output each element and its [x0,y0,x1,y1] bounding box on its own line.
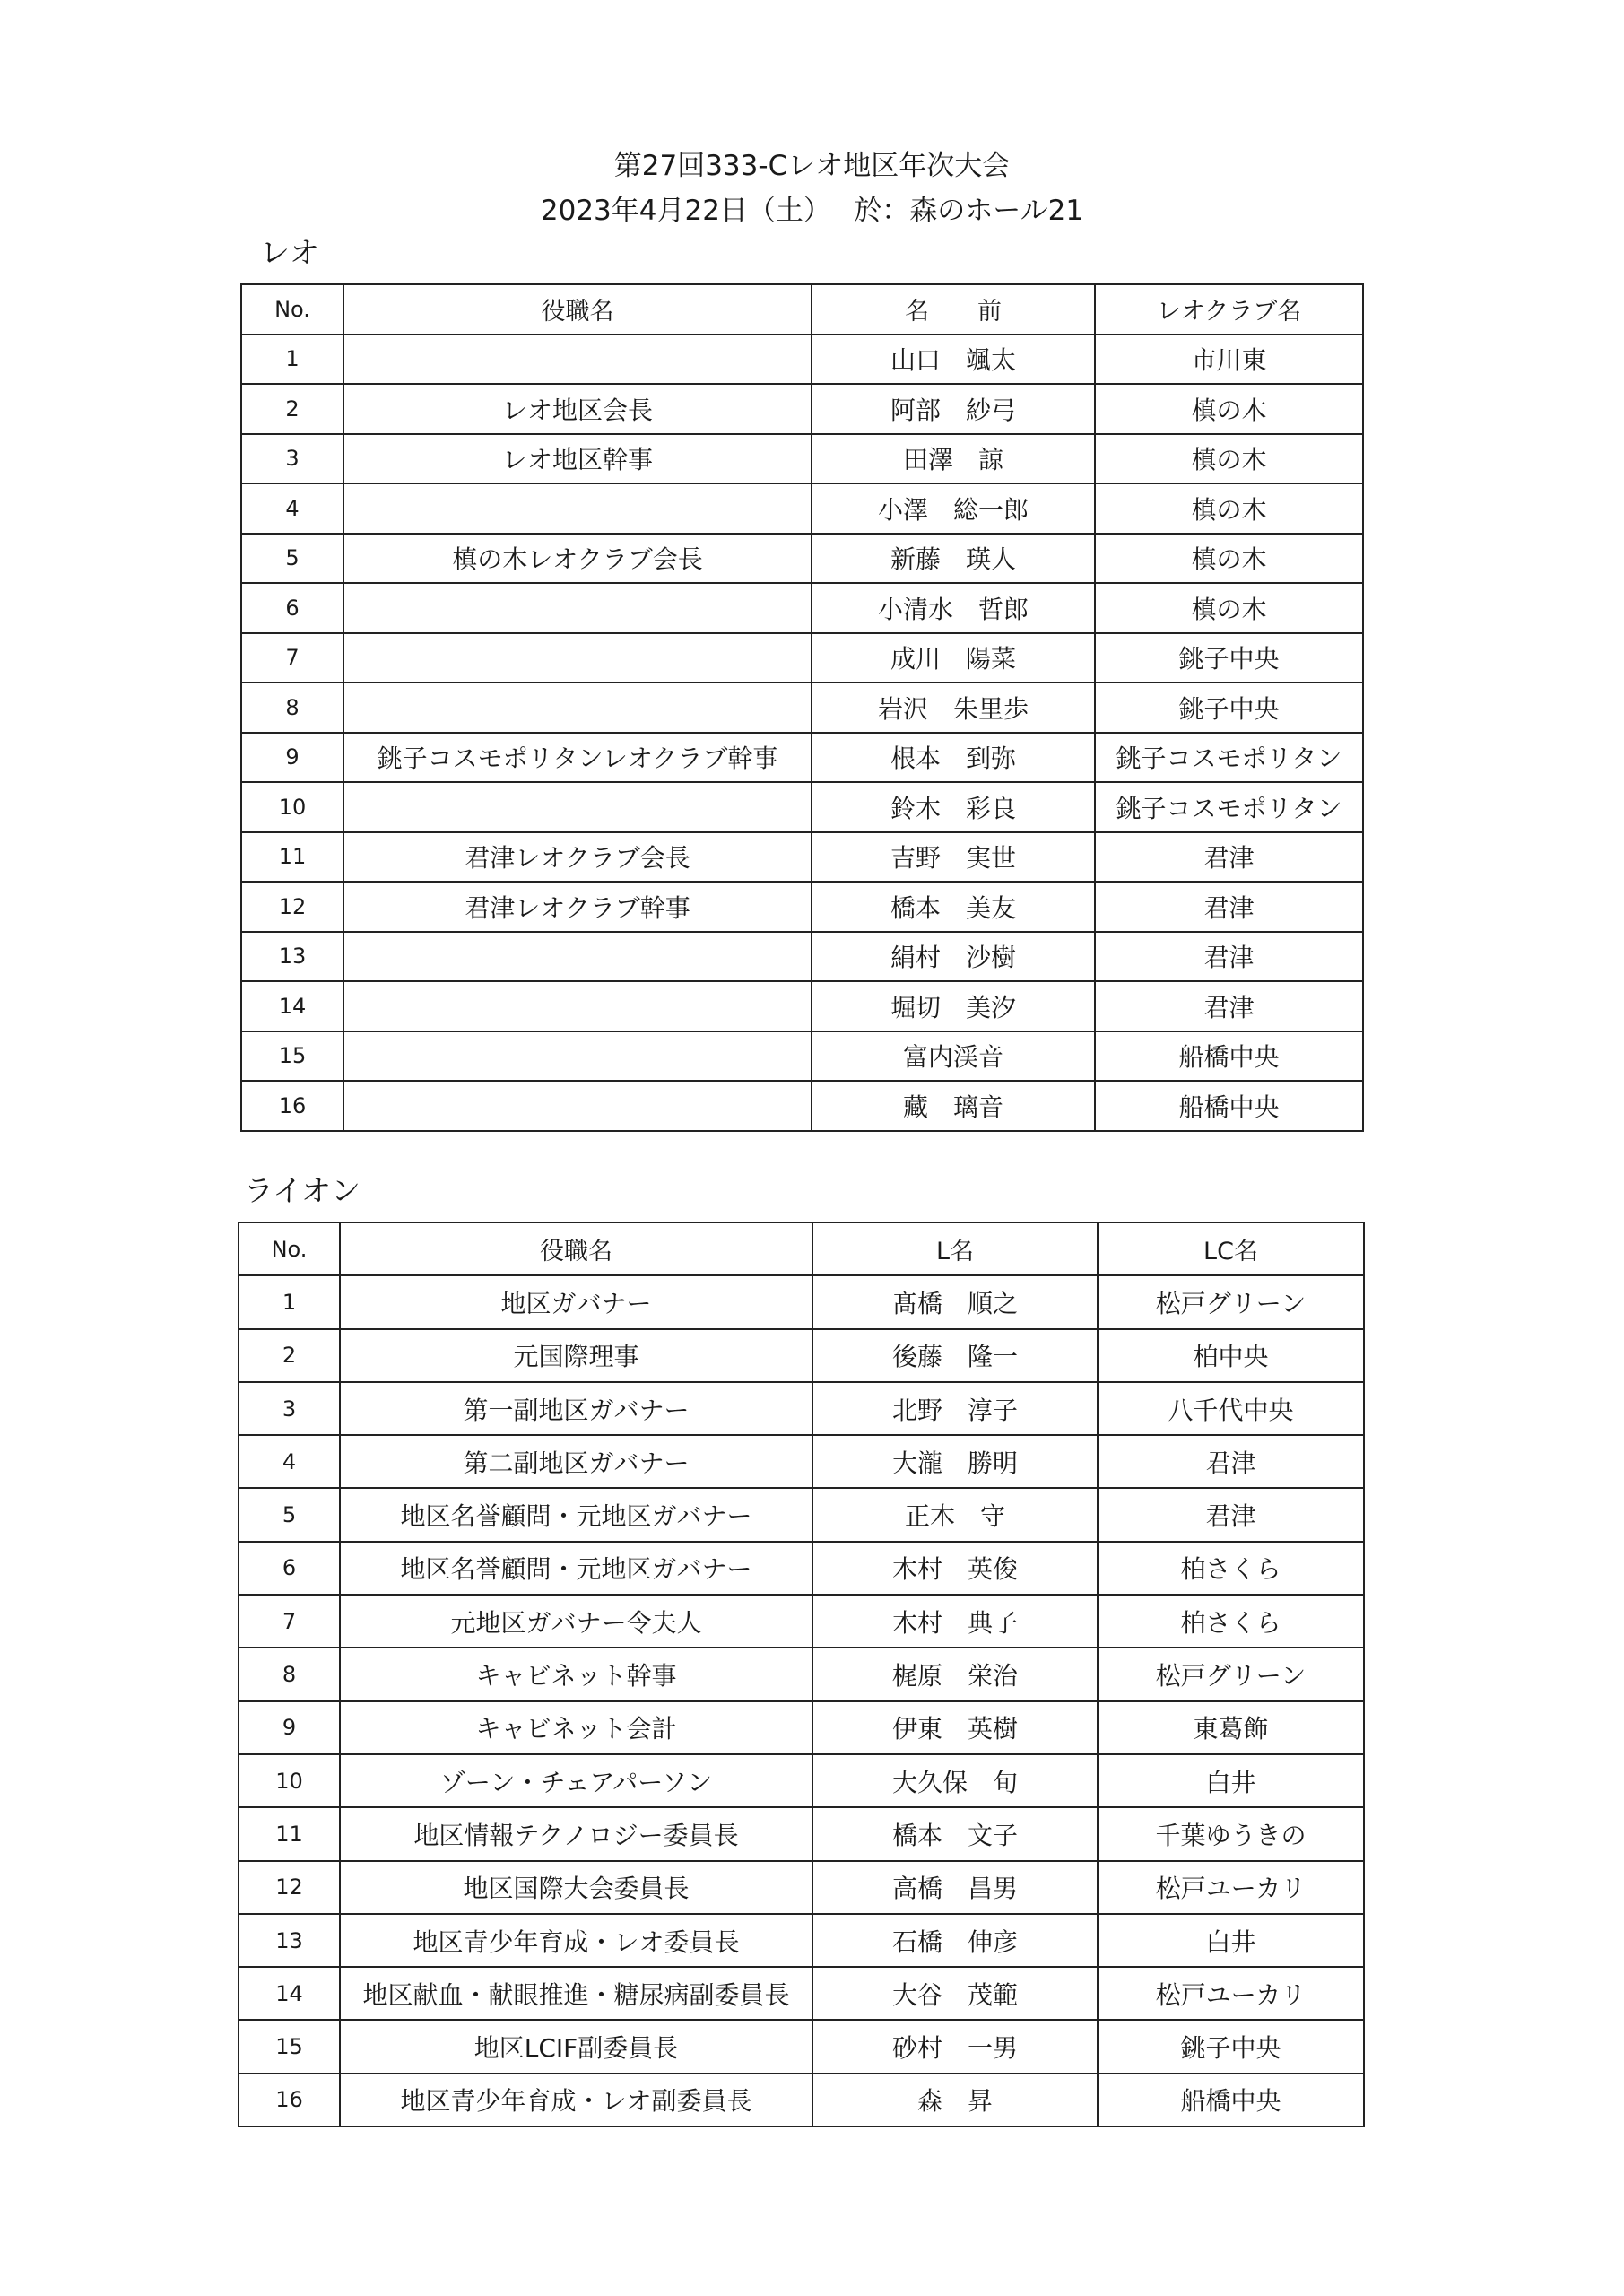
club-name-cell: 槙の木 [1095,583,1363,633]
table-header-row [241,284,1363,335]
role-cell: 元地区ガバナー令夫人 [340,1595,812,1648]
table-row [239,2020,1364,2073]
role-cell [343,633,812,683]
role-cell: 地区情報テクノロジー委員長 [340,1807,812,1860]
club-name-cell: 君津 [1095,832,1363,883]
role-cell: 第二副地区ガバナー [340,1435,812,1488]
club-name-cell: 柏さくら [1098,1542,1364,1595]
role-cell: 第一副地区ガバナー [340,1382,812,1435]
role-cell: 君津レオクラブ会長 [343,832,812,883]
lion-section-label: ライオン [244,1173,361,1208]
row-number-cell: 13 [239,1914,340,1967]
role-cell: レオ地区幹事 [343,434,812,484]
table-row [241,434,1363,484]
table-row [239,1542,1364,1595]
table-row [239,1807,1364,1860]
member-name-cell: 岩沢 朱里歩 [812,683,1095,733]
club-name-cell: 東葛飾 [1098,1701,1364,1754]
role-cell [343,1081,812,1131]
table-row [241,932,1363,982]
table-row [239,1967,1364,2020]
row-number-cell: 8 [239,1648,340,1700]
member-name-cell: 橋本 文子 [812,1807,1098,1860]
table-row [241,832,1363,883]
row-number-cell: 8 [241,683,343,733]
member-name-cell: 鈴木 彩良 [812,782,1095,832]
club-name-cell: 君津 [1098,1435,1364,1488]
leo-roster-table [240,283,1364,1132]
club-name-cell: 船橋中央 [1095,1081,1363,1131]
row-number-cell: 10 [241,782,343,832]
member-name-cell: 山口 颯太 [812,335,1095,385]
row-number-cell: 2 [241,384,343,434]
club-name-cell: 千葉ゆうきの [1098,1807,1364,1860]
table-row [239,1701,1364,1754]
club-name-cell: 白井 [1098,1914,1364,1967]
row-number-cell: 14 [241,981,343,1031]
club-name-cell: 八千代中央 [1098,1382,1364,1435]
table-row [239,1595,1364,1648]
club-name-cell: 船橋中央 [1098,2074,1364,2126]
member-name-cell: 新藤 瑛人 [812,534,1095,584]
row-number-cell: 12 [241,882,343,932]
row-number-cell: 5 [239,1488,340,1541]
event-date-venue: 2023年4月22日（土） 於：森のホール21 [540,195,1084,227]
club-name-cell: 銚子中央 [1098,2020,1364,2073]
role-cell: 地区LCIF副委員長 [340,2020,812,2073]
member-name-cell: 田澤 諒 [812,434,1095,484]
member-name-cell: 梶原 栄治 [812,1648,1098,1700]
row-number-cell: 5 [241,534,343,584]
member-name-cell: 後藤 隆一 [812,1329,1098,1382]
column-header-role: 役職名 [343,284,812,335]
row-number-cell: 6 [241,583,343,633]
row-number-cell: 9 [241,733,343,783]
member-name-cell: 髙橋 順之 [812,1275,1098,1328]
table-row [239,1648,1364,1700]
role-cell: 地区青少年育成・レオ委員長 [340,1914,812,1967]
table-row [241,1081,1363,1131]
member-name-cell: 砂村 一男 [812,2020,1098,2073]
leo-table-body [241,335,1363,1131]
table-row [239,1754,1364,1807]
club-name-cell: 柏さくら [1098,1595,1364,1648]
table-row [241,733,1363,783]
row-number-cell: 1 [239,1275,340,1328]
row-number-cell: 15 [241,1031,343,1082]
row-number-cell: 4 [239,1435,340,1488]
club-name-cell: 船橋中央 [1095,1031,1363,1082]
role-cell [343,335,812,385]
club-name-cell: 松戸グリーン [1098,1648,1364,1700]
role-cell [343,483,812,534]
leo-section-label: レオ [260,235,319,270]
member-name-cell: 堀切 美汐 [812,981,1095,1031]
member-name-cell: 大瀧 勝明 [812,1435,1098,1488]
table-row [241,384,1363,434]
role-cell: キャビネット幹事 [340,1648,812,1700]
club-name-cell: 松戸グリーン [1098,1275,1364,1328]
role-cell [343,1031,812,1082]
member-name-cell: 阿部 紗弓 [812,384,1095,434]
lion-table-body [239,1275,1364,2126]
row-number-cell: 6 [239,1542,340,1595]
club-name-cell: 銚子コスモポリタン [1095,733,1363,783]
member-name-cell: 北野 淳子 [812,1382,1098,1435]
role-cell: 君津レオクラブ幹事 [343,882,812,932]
row-number-cell: 12 [239,1861,340,1914]
member-name-cell: 橋本 美友 [812,882,1095,932]
club-name-cell: 松戸ユーカリ [1098,1967,1364,2020]
column-header-no: No. [239,1222,340,1275]
column-header-name: L名 [812,1222,1098,1275]
table-row [241,981,1363,1031]
role-cell: 地区献血・献眼推進・糖尿病副委員長 [340,1967,812,2020]
member-name-cell: 根本 到弥 [812,733,1095,783]
document-title: 第27回333-Cレオ地区年次大会 [613,150,1011,182]
table-row [239,1382,1364,1435]
club-name-cell: 槙の木 [1095,483,1363,534]
table-row [239,1435,1364,1488]
role-cell: ゾーン・チェアパーソン [340,1754,812,1807]
role-cell: 槙の木レオクラブ会長 [343,534,812,584]
row-number-cell: 16 [239,2074,340,2126]
club-name-cell: 槙の木 [1095,434,1363,484]
club-name-cell: 銚子コスモポリタン [1095,782,1363,832]
table-row [239,1329,1364,1382]
member-name-cell: 吉野 実世 [812,832,1095,883]
club-name-cell: 槙の木 [1095,384,1363,434]
role-cell [343,981,812,1031]
row-number-cell: 7 [241,633,343,683]
table-row [239,1861,1364,1914]
lion-roster-table [238,1222,1365,2127]
member-name-cell: 石橋 伸彦 [812,1914,1098,1967]
member-name-cell: 富内渓音 [812,1031,1095,1082]
club-name-cell: 銚子中央 [1095,683,1363,733]
row-number-cell: 3 [239,1382,340,1435]
member-name-cell: 小清水 哲郎 [812,583,1095,633]
club-name-cell: 君津 [1095,981,1363,1031]
table-row [241,882,1363,932]
member-name-cell: 絹村 沙樹 [812,932,1095,982]
table-row [241,633,1363,683]
row-number-cell: 16 [241,1081,343,1131]
member-name-cell: 木村 典子 [812,1595,1098,1648]
member-name-cell: 小澤 総一郎 [812,483,1095,534]
table-row [241,583,1363,633]
row-number-cell: 13 [241,932,343,982]
club-name-cell: 松戸ユーカリ [1098,1861,1364,1914]
table-row [239,1914,1364,1967]
role-cell: 銚子コスモポリタンレオクラブ幹事 [343,733,812,783]
club-name-cell: 柏中央 [1098,1329,1364,1382]
row-number-cell: 11 [241,832,343,883]
column-header-club: レオクラブ名 [1095,284,1363,335]
member-name-cell: 伊東 英樹 [812,1701,1098,1754]
row-number-cell: 1 [241,335,343,385]
row-number-cell: 11 [239,1807,340,1860]
table-row [239,1275,1364,1328]
club-name-cell: 銚子中央 [1095,633,1363,683]
role-cell [343,683,812,733]
club-name-cell: 白井 [1098,1754,1364,1807]
club-name-cell: 君津 [1098,1488,1364,1541]
table-row [241,1031,1363,1082]
club-name-cell: 槙の木 [1095,534,1363,584]
member-name-cell: 正木 守 [812,1488,1098,1541]
row-number-cell: 2 [239,1329,340,1382]
column-header-club: LC名 [1098,1222,1364,1275]
row-number-cell: 3 [241,434,343,484]
table-row [241,483,1363,534]
table-row [239,1488,1364,1541]
role-cell [343,583,812,633]
role-cell [343,782,812,832]
table-row [241,335,1363,385]
table-row [241,683,1363,733]
member-name-cell: 木村 英俊 [812,1542,1098,1595]
role-cell: 地区名誉顧問・元地区ガバナー [340,1488,812,1541]
role-cell: 地区国際大会委員長 [340,1861,812,1914]
column-header-role: 役職名 [340,1222,812,1275]
role-cell: 地区名誉顧問・元地区ガバナー [340,1542,812,1595]
role-cell: 地区青少年育成・レオ副委員長 [340,2074,812,2126]
row-number-cell: 7 [239,1595,340,1648]
club-name-cell: 君津 [1095,932,1363,982]
role-cell: キャビネット会計 [340,1701,812,1754]
role-cell: 元国際理事 [340,1329,812,1382]
member-name-cell: 森 昇 [812,2074,1098,2126]
role-cell [343,932,812,982]
row-number-cell: 10 [239,1754,340,1807]
row-number-cell: 4 [241,483,343,534]
club-name-cell: 君津 [1095,882,1363,932]
table-row [241,534,1363,584]
table-header-row [239,1222,1364,1275]
column-header-name: 名 前 [812,284,1095,335]
role-cell: 地区ガバナー [340,1275,812,1328]
row-number-cell: 9 [239,1701,340,1754]
column-header-no: No. [241,284,343,335]
club-name-cell: 市川東 [1095,335,1363,385]
member-name-cell: 大久保 旬 [812,1754,1098,1807]
row-number-cell: 15 [239,2020,340,2073]
member-name-cell: 成川 陽菜 [812,633,1095,683]
role-cell: レオ地区会長 [343,384,812,434]
member-name-cell: 大谷 茂範 [812,1967,1098,2020]
member-name-cell: 高橋 昌男 [812,1861,1098,1914]
table-row [241,782,1363,832]
table-row [239,2074,1364,2126]
member-name-cell: 藏 璃音 [812,1081,1095,1131]
row-number-cell: 14 [239,1967,340,2020]
